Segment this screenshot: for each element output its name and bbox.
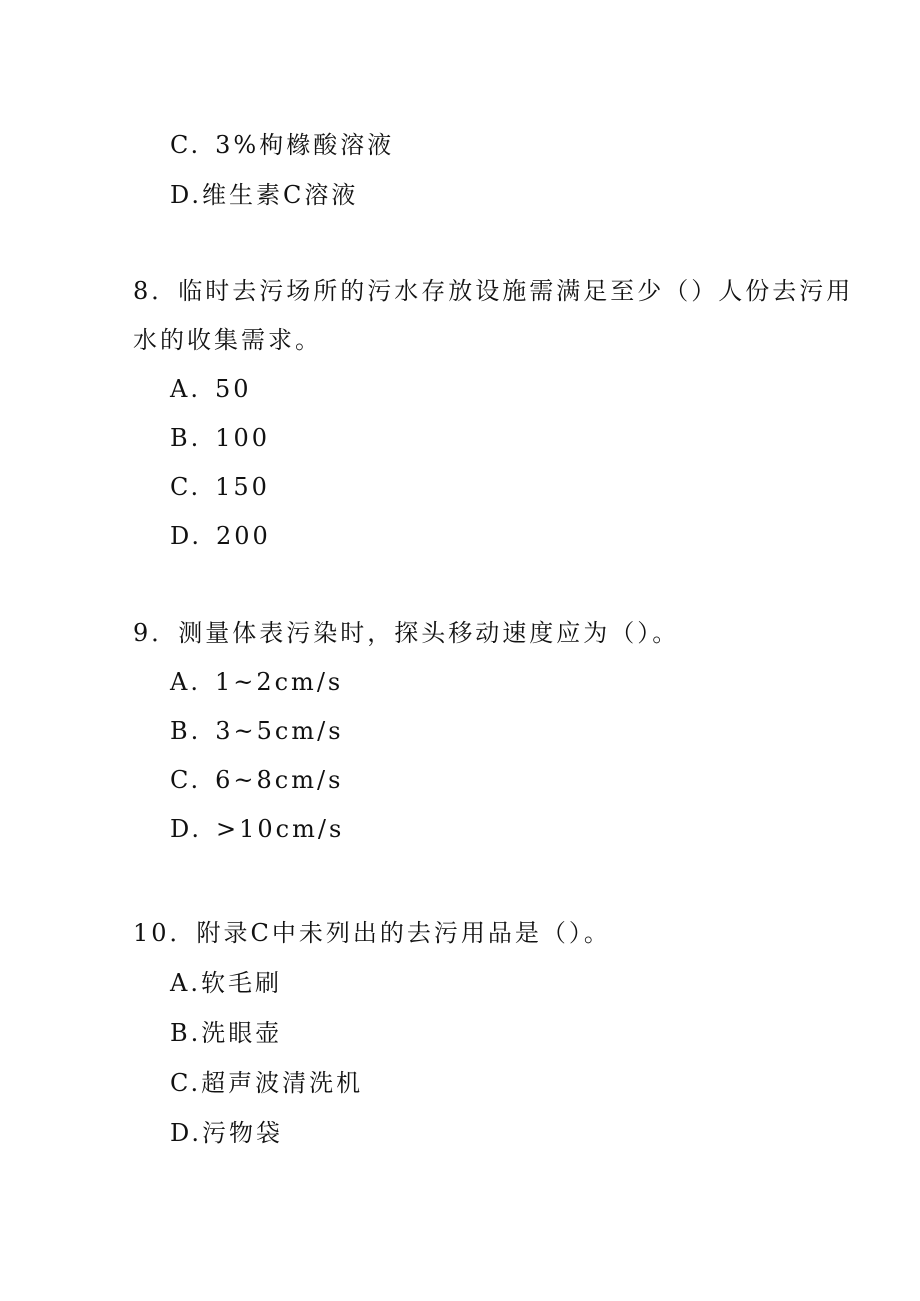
- option-letter: B.: [170, 717, 202, 745]
- q9-option-d: [170, 814, 344, 844]
- option-letter: D.: [170, 1119, 203, 1147]
- option-letter: A.: [170, 668, 201, 696]
- option-text: 超声波清洗机: [201, 1069, 364, 1097]
- option-text: 6~8cm/s: [215, 766, 344, 794]
- option-letter: C.: [170, 131, 202, 159]
- q8-option-a: [170, 374, 252, 404]
- option-letter: B.: [170, 1019, 202, 1047]
- q10-option-d: [170, 1118, 283, 1148]
- option-text: 软毛刷: [200, 969, 282, 997]
- q10-option-a: [170, 968, 282, 998]
- q9-option-b: [170, 716, 344, 746]
- option-text: 3%枸橼酸溶液: [215, 131, 395, 159]
- option-letter: B.: [170, 424, 202, 452]
- option-text: 150: [215, 473, 270, 501]
- option-text: 100: [215, 424, 271, 452]
- q8-question-line-1: 8．临时去污场所的污水存放设施需满足至少（）人份去污用: [133, 277, 854, 305]
- option-text: 200: [216, 522, 271, 550]
- option-letter: A.: [170, 969, 201, 997]
- option-text: 污物袋: [202, 1119, 284, 1147]
- option-letter: C.: [170, 1069, 202, 1097]
- q7-option-d: [170, 180, 358, 210]
- q9-option-c: [170, 765, 343, 795]
- q10-option-b: [170, 1018, 282, 1048]
- q8-option-c: [170, 472, 270, 502]
- q10-option-c: [170, 1068, 363, 1098]
- q8-option-d: [170, 521, 271, 551]
- option-text: 3~5cm/s: [215, 717, 344, 745]
- q10-question-line-1: 10．附录C中未列出的去污用品是（）。: [133, 919, 611, 947]
- option-text: 1~2cm/s: [214, 668, 344, 696]
- option-text: 50: [214, 375, 252, 403]
- option-text: 维生素C溶液: [202, 181, 359, 209]
- option-letter: A.: [170, 375, 201, 403]
- q9-option-a: [170, 667, 343, 697]
- q7-option-c: [170, 130, 394, 160]
- option-letter: D.: [170, 815, 203, 843]
- option-letter: C.: [170, 766, 202, 794]
- q8-question-line-2: 水的收集需求。: [133, 326, 322, 354]
- option-letter: C.: [170, 473, 202, 501]
- q9-question-line-1: 9．测量体表污染时，探头移动速度应为（）。: [133, 619, 680, 647]
- option-text: 洗眼壶: [201, 1019, 283, 1047]
- q8-option-b: [170, 423, 270, 453]
- option-letter: D.: [170, 181, 203, 209]
- option-text: >10cm/s: [216, 815, 345, 843]
- option-letter: D.: [170, 522, 203, 550]
